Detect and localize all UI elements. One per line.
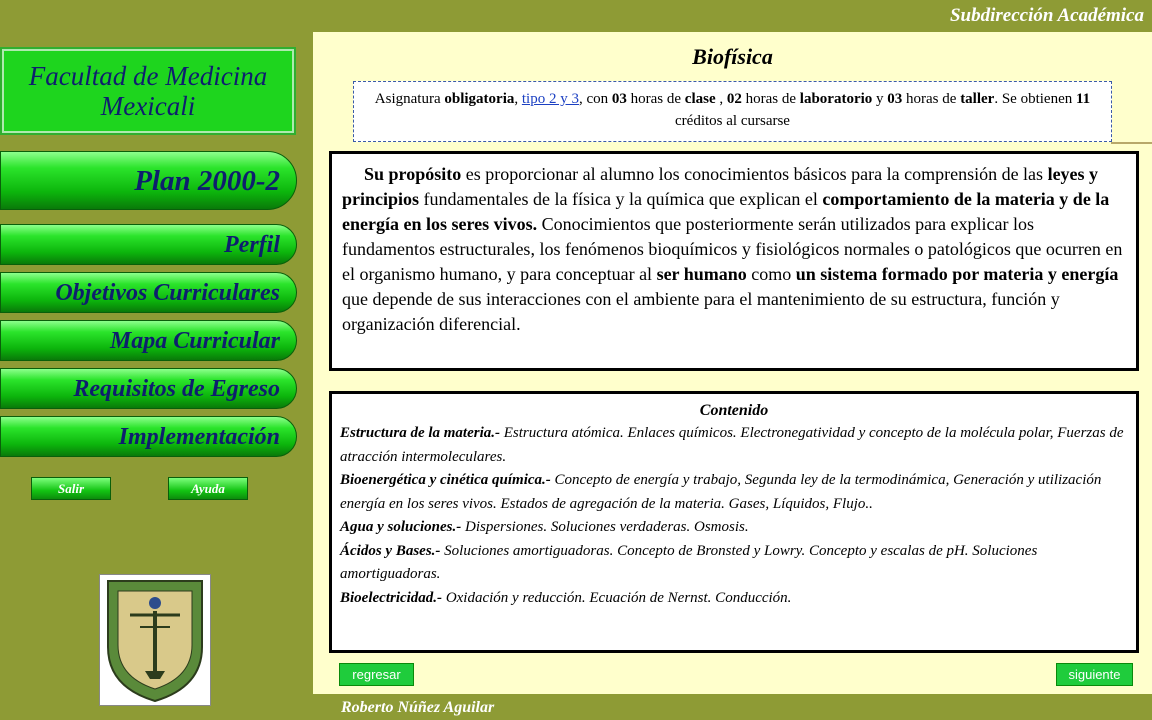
purpose-text: es proporcionar al alumno los conocimientos básicos para la comprensión de las <box>461 164 1048 184</box>
info-text: créditos al cursarse <box>675 113 790 129</box>
content-item-text: Estructura atómica. Enlaces químicos. Electronegatividad y concepto de la molécula polar, Fuerzas de atracción intermoleculares. <box>340 425 1124 465</box>
info-bold: 02 <box>726 91 742 107</box>
exit-button[interactable]: Salir <box>31 477 111 500</box>
content-item <box>340 516 1128 540</box>
main-content <box>313 32 1152 694</box>
content-item-text: Soluciones amortiguadoras. Concepto de Bronsted y Lowry. Concepto y escalas de pH. Soluciones amortiguadoras. <box>340 542 1038 582</box>
info-bold: clase <box>684 91 716 107</box>
info-text: horas de <box>626 91 685 107</box>
content-item-head: Estructura de la materia.- <box>340 425 501 441</box>
content-item-head: Bioenergética y cinética química.- <box>340 472 551 488</box>
info-text: horas de <box>741 91 800 107</box>
content-item-head: Ácidos y Bases.- <box>340 542 441 559</box>
info-bold: laboratorio <box>799 91 873 107</box>
info-bold: 11 <box>1076 91 1091 107</box>
course-info-box <box>353 81 1112 142</box>
info-text: , <box>514 91 522 107</box>
back-button[interactable]: regresar <box>339 663 414 686</box>
help-button[interactable]: Ayuda <box>168 477 248 500</box>
info-text: . Se obtienen <box>994 91 1076 107</box>
purpose-text: que depende de sus interacciones con el ambiente para el mantenimiento de su estructura, función y organización diferencial. <box>342 289 1060 334</box>
course-type-link[interactable]: tipo 2 y 3 <box>521 91 579 107</box>
next-button[interactable]: siguiente <box>1056 663 1133 686</box>
content-item <box>340 469 1128 516</box>
content-item <box>340 587 1128 611</box>
sidebar <box>0 0 313 720</box>
purpose-bold: un sistema formado por materia y energía <box>795 264 1119 284</box>
purpose-box <box>329 151 1139 371</box>
sidebar-item-implementacion[interactable]: Implementación <box>0 416 297 457</box>
content-item <box>340 422 1128 469</box>
info-text: Asignatura <box>374 91 445 107</box>
info-bold: 03 <box>887 91 903 107</box>
info-text: horas de <box>902 91 961 107</box>
seal-graphic <box>100 575 210 705</box>
sidebar-item-perfil[interactable]: Perfil <box>0 224 297 265</box>
header-title: Subdirección Académica <box>949 5 1144 26</box>
purpose-bold: comportamiento de la materia y de la energía en los seres vivos. <box>342 189 1110 234</box>
content-item <box>340 540 1128 587</box>
purpose-text: Conocimientos que posteriormente serán utilizados para explicar los fundamentos estructurales, los fenómenos bioquímicos y fisiológicos normales o patológicos que ocurren en el organismo humano, y para conceptuar al <box>342 214 1123 284</box>
purpose-text: como <box>746 264 796 284</box>
purpose-text: fundamentales de la física y la química que explican el <box>419 189 823 209</box>
sidebar-item-requisitos-de-egreso[interactable]: Requisitos de Egreso <box>0 368 297 409</box>
content-title: Contenido <box>699 402 769 419</box>
university-seal-icon <box>99 574 211 706</box>
info-bold: taller <box>960 91 995 107</box>
bottom-bar <box>313 694 1152 720</box>
school-name: Facultad de Medicina Mexicali <box>28 61 268 121</box>
content-item-text: Dispersiones. Soluciones verdaderas. Osmosis. <box>461 519 749 535</box>
content-item-head: Bioelectricidad.- <box>340 589 443 606</box>
content-item-head: Agua y soluciones.- <box>340 519 462 535</box>
author-name: Roberto Núñez Aguilar <box>341 699 495 716</box>
sidebar-item-mapa-curricular[interactable]: Mapa Curricular <box>0 320 297 361</box>
purpose-bold: Su propósito <box>364 164 462 184</box>
plan-button[interactable]: Plan 2000-2 <box>0 151 297 210</box>
info-bold: 03 <box>611 91 627 107</box>
page-title: Biofísica <box>692 44 773 69</box>
content-box <box>329 391 1139 653</box>
purpose-bold: leyes y principios <box>342 164 1099 209</box>
content-item-text: Concepto de energía y trabajo, Segunda ley de la termodinámica, Generación y utilización energía en los seres vivos. Estados de agregación de la materia. Gases, Líquidos, Flujo.. <box>340 472 1102 512</box>
school-name-box[interactable] <box>0 47 296 135</box>
sidebar-item-objetivos-curriculares[interactable]: Objetivos Curriculares <box>0 272 297 313</box>
purpose-bold: ser humano <box>656 264 747 284</box>
divider <box>1111 142 1152 144</box>
content-item-text: Oxidación y reducción. Ecuación de Nernst. Conducción. <box>442 589 792 606</box>
info-text: , <box>715 91 727 107</box>
info-text: , con <box>578 91 612 107</box>
top-bar <box>313 0 1152 32</box>
info-bold: obligatoria <box>444 91 515 107</box>
info-text: y <box>872 91 888 107</box>
